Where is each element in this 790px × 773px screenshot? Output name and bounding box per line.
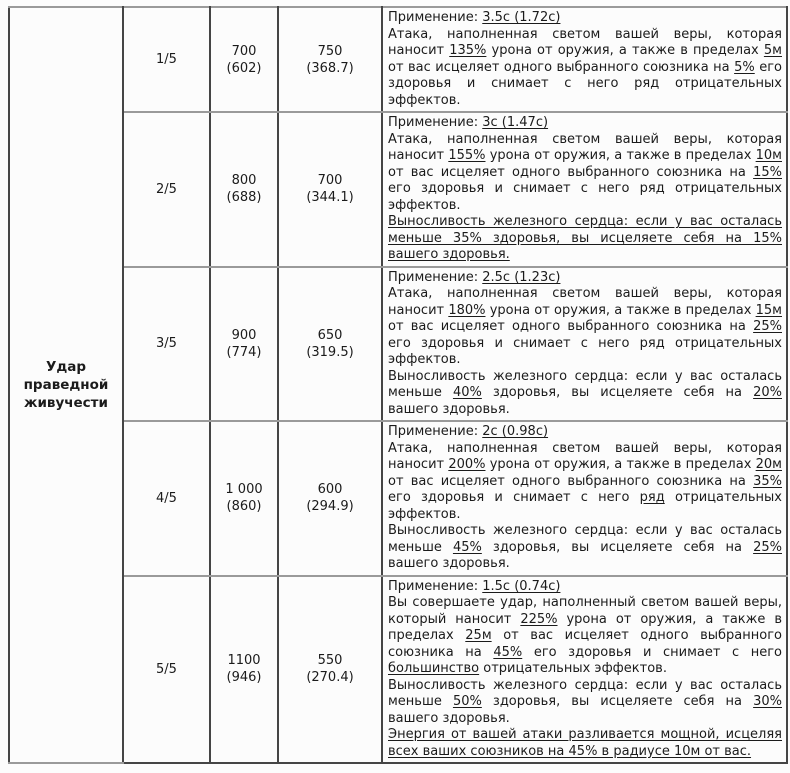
- secondary-value-sub: (270.4): [306, 670, 354, 686]
- underlined-value: 35%: [753, 473, 782, 489]
- underlined-value: 225%: [520, 611, 558, 627]
- text-segment: от вас исцеляет одного выбранного союзника на: [388, 59, 735, 75]
- primary-value-cell: [210, 112, 278, 267]
- description-paragraph: [388, 132, 782, 215]
- underlined-value: Выносливость железного сердца: если у вас осталась меньше 35% здоровья, вы исцеляете себя на 15% вашего здоровья.: [388, 214, 782, 262]
- underlined-value: 45%: [452, 539, 482, 555]
- underlined-value: большинство: [388, 661, 480, 676]
- description-paragraph: [388, 10, 782, 27]
- text-segment: Вы совершаете удар, наполненный светом вашей веры, который наносит: [388, 595, 782, 627]
- underlined-value: 5м: [763, 43, 782, 58]
- skill-level: 2/5: [156, 181, 177, 197]
- skill-table: [8, 6, 788, 764]
- primary-value-cell: [210, 576, 278, 764]
- secondary-value: 550: [317, 653, 343, 669]
- underlined-value: 200%: [448, 457, 486, 472]
- primary-value-sub: (602): [226, 60, 262, 76]
- secondary-value-cell: [278, 421, 382, 576]
- text-segment: Применение:: [388, 10, 483, 25]
- text-segment: урона от оружия, а также в пределах: [485, 457, 756, 472]
- secondary-value: 600: [317, 482, 343, 498]
- secondary-value-sub: (294.9): [306, 499, 354, 515]
- primary-value-cell: [210, 421, 278, 576]
- description-paragraph: [388, 579, 782, 596]
- skill-level-cell: [123, 7, 210, 112]
- text-segment: здоровья, вы исцеляете себя на: [481, 385, 754, 400]
- skill-name: Удар праведной живучести: [23, 359, 109, 411]
- underlined-value: 135%: [449, 43, 487, 58]
- skill-name-cell: [9, 7, 123, 763]
- description-paragraph: [388, 523, 782, 573]
- underlined-value: 155%: [448, 148, 486, 163]
- text-segment: Выносливость железного сердца: если у вас осталась меньше: [388, 368, 782, 400]
- description-paragraph: [388, 727, 782, 760]
- underlined-value: ряд: [639, 490, 665, 505]
- table-row: [9, 421, 787, 576]
- primary-value-sub: (946): [226, 670, 262, 686]
- secondary-value-sub: (344.1): [306, 190, 354, 206]
- underlined-value: 25%: [753, 319, 782, 334]
- text-segment: его здоровья и снимает с него ряд отрицательных эффектов.: [388, 59, 782, 108]
- text-segment: вашего здоровья.: [388, 556, 510, 571]
- secondary-value-sub: (319.5): [306, 344, 354, 360]
- underlined-value: 25%: [753, 539, 782, 555]
- description-paragraph: [388, 115, 782, 132]
- text-segment: здоровья, вы исцеляете себя на: [481, 539, 754, 555]
- secondary-value-cell: [278, 267, 382, 422]
- skill-level: 3/5: [156, 336, 177, 352]
- text-segment: Атака, наполненная светом вашей веры, которая наносит: [388, 26, 782, 58]
- table-row: [9, 112, 787, 267]
- skill-description-cell: [382, 7, 787, 112]
- underlined-value: 15м: [755, 302, 782, 318]
- primary-value-sub: (860): [226, 499, 262, 515]
- description-paragraph: [388, 369, 782, 419]
- underlined-value: 5%: [734, 59, 755, 75]
- underlined-value: Энергия от вашей атаки разливается мощной, исцеляя всех ваших союзников на 45% в радиусе 10м от вас.: [388, 727, 782, 759]
- primary-value: 1 000: [225, 482, 263, 498]
- secondary-value-cell: [278, 7, 382, 112]
- table-row: [9, 7, 787, 112]
- text-segment: Атака, наполненная светом вашей веры, которая наносит: [388, 131, 782, 163]
- underlined-value: 50%: [452, 694, 482, 709]
- text-segment: его здоровья и снимает с него ряд отрицательных эффектов.: [388, 181, 782, 213]
- text-segment: Атака, наполненная светом вашей веры, которая наносит: [388, 440, 782, 472]
- primary-value-sub: (774): [226, 344, 262, 360]
- description-paragraph: [388, 27, 782, 110]
- underlined-value: 3с (1.47с): [482, 115, 549, 130]
- underlined-value: 2.5с (1.23с): [482, 269, 561, 285]
- underlined-value: 15%: [753, 164, 782, 180]
- description-paragraph: [388, 678, 782, 728]
- text-segment: Применение:: [388, 115, 483, 130]
- skill-description-cell: [382, 421, 787, 576]
- skill-level-cell: [123, 576, 210, 764]
- skill-description-cell: [382, 576, 787, 764]
- description-paragraph: [388, 270, 782, 287]
- text-segment: Применение:: [388, 424, 483, 439]
- secondary-value-cell: [278, 576, 382, 764]
- skill-level: 5/5: [156, 661, 177, 677]
- text-segment: Применение:: [388, 578, 483, 594]
- primary-value-sub: (688): [226, 190, 262, 206]
- text-segment: его здоровья и снимает с него: [522, 644, 782, 660]
- underlined-value: 3.5с (1.72с): [482, 10, 561, 25]
- primary-value: 1100: [227, 653, 261, 669]
- skill-level-cell: [123, 421, 210, 576]
- table-row: [9, 267, 787, 422]
- skill-description-cell: [382, 267, 787, 422]
- text-segment: вашего здоровья.: [388, 401, 510, 417]
- text-segment: урона от оружия, а также в пределах: [486, 43, 764, 58]
- primary-value-cell: [210, 267, 278, 422]
- underlined-value: 10м: [755, 148, 782, 163]
- secondary-value: 700: [317, 173, 343, 189]
- primary-value: 700: [231, 43, 257, 59]
- secondary-value-sub: (368.7): [306, 60, 354, 76]
- underlined-value: 1.5с (0.74с): [482, 578, 561, 594]
- underlined-value: 20%: [753, 385, 782, 400]
- underlined-value: 45%: [493, 644, 523, 660]
- secondary-value-cell: [278, 112, 382, 267]
- text-segment: Применение:: [388, 269, 483, 285]
- underlined-value: 2с (0.98с): [482, 424, 549, 439]
- secondary-value: 650: [317, 327, 343, 343]
- skill-level: 1/5: [156, 52, 177, 67]
- description-paragraph: [388, 424, 782, 441]
- primary-value: 800: [231, 173, 257, 189]
- underlined-value: 30%: [753, 694, 782, 709]
- description-paragraph: [388, 441, 782, 524]
- underlined-value: 40%: [452, 385, 482, 400]
- text-segment: урона от оружия, а также в пределах: [485, 148, 756, 163]
- text-segment: Выносливость железного сердца: если у вас осталась меньше: [388, 523, 782, 555]
- text-segment: урона от оружия, а также в пределах: [388, 611, 782, 643]
- skill-level-cell: [123, 267, 210, 422]
- text-segment: урона от оружия, а также в пределах: [485, 302, 756, 318]
- table-row: [9, 576, 787, 764]
- text-segment: от вас исцеляет одного выбранного союзника на: [388, 473, 754, 489]
- text-segment: его здоровья и снимает с него: [388, 490, 640, 505]
- description-paragraph: [388, 214, 782, 264]
- text-segment: здоровья, вы исцеляете себя на: [481, 694, 754, 709]
- underlined-value: 25м: [465, 628, 492, 643]
- text-segment: отрицательных эффектов.: [388, 490, 782, 522]
- text-segment: его здоровья и снимает с него ряд отрицательных эффектов.: [388, 335, 782, 367]
- description-paragraph: [388, 595, 782, 678]
- skill-level-cell: [123, 112, 210, 267]
- text-segment: вашего здоровья.: [388, 710, 510, 726]
- skill-level: 4/5: [156, 490, 177, 506]
- text-segment: от вас исцеляет одного выбранного союзника на: [388, 628, 782, 660]
- skill-table-body: [9, 7, 787, 763]
- underlined-value: 180%: [448, 302, 486, 318]
- text-segment: Атака, наполненная светом вашей веры, которая наносит: [388, 286, 782, 318]
- text-segment: от вас исцеляет одного выбранного союзника на: [388, 164, 754, 180]
- skill-description-cell: [382, 112, 787, 267]
- text-segment: от вас исцеляет одного выбранного союзника на: [388, 319, 754, 334]
- text-segment: Выносливость железного сердца: если у вас осталась меньше: [388, 677, 782, 709]
- primary-value: 900: [231, 327, 257, 343]
- primary-value-cell: [210, 7, 278, 112]
- secondary-value: 750: [317, 43, 343, 59]
- underlined-value: 20м: [755, 457, 782, 472]
- description-paragraph: [388, 286, 782, 369]
- text-segment: отрицательных эффектов.: [479, 661, 667, 676]
